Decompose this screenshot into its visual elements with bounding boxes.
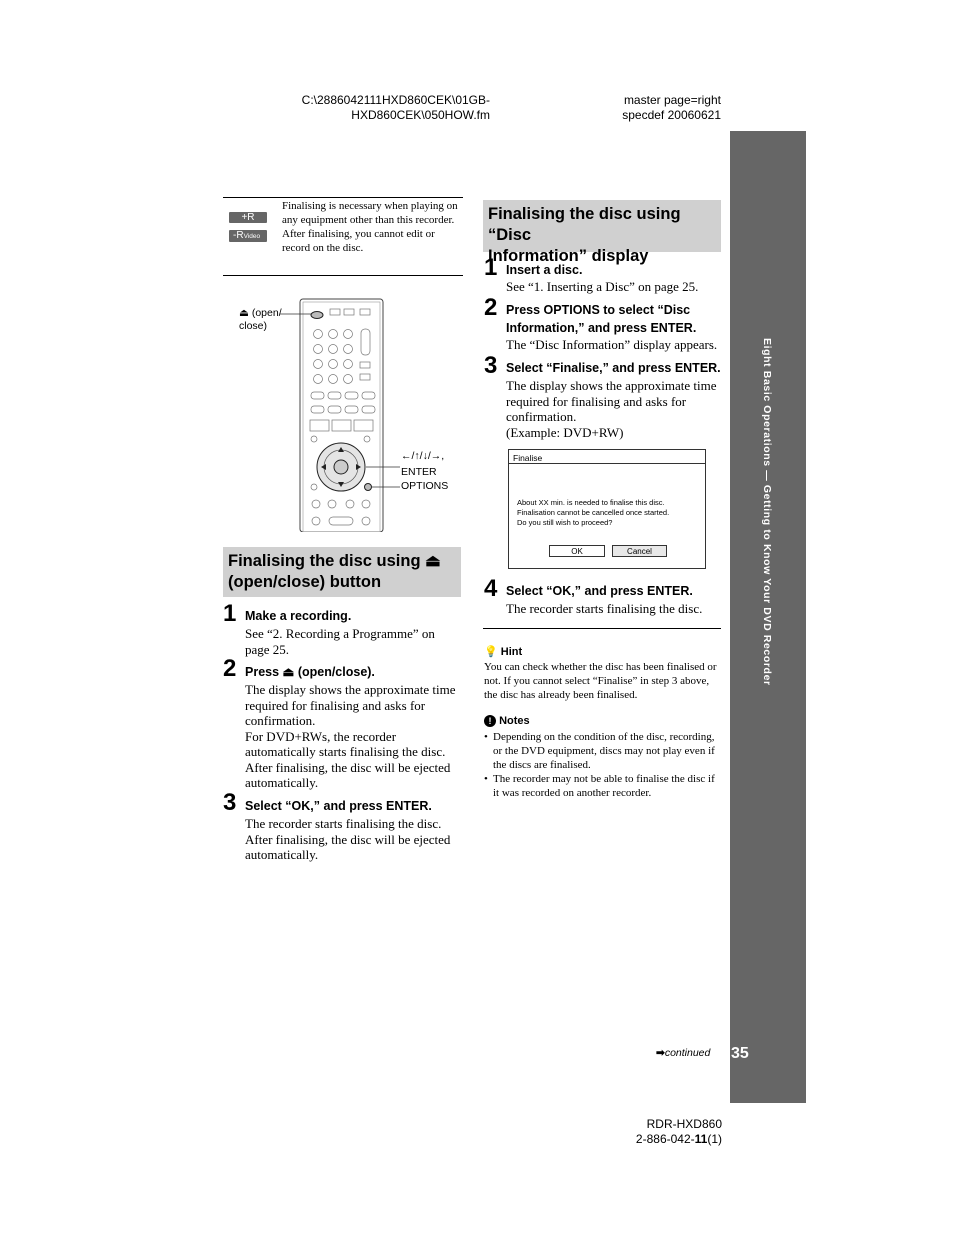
- master-info-line2: specdef 20060621: [622, 108, 721, 122]
- finalise-dialog: [508, 449, 706, 569]
- right-section-heading: Finalising the disc using “Disc Information” display: [483, 200, 721, 252]
- left-section-heading: Finalising the disc using ⏏ (open/close) button: [223, 547, 461, 597]
- eject-button-icon: [311, 312, 323, 319]
- dialog-ok-button[interactable]: OK: [549, 545, 605, 557]
- remote-label-options: OPTIONS: [401, 480, 449, 492]
- right-step-3-title: Select “Finalise,” and press ENTER.: [506, 361, 721, 375]
- dialog-cancel-button[interactable]: Cancel: [612, 545, 667, 557]
- dialog-message: About XX min. is needed to finalise this disc. Finalisation cannot be cancelled once started. Do you still wish to proceed?: [517, 498, 670, 527]
- right-step-2-number: 2: [484, 294, 498, 321]
- table-bottom-rule: [223, 275, 463, 276]
- left-step-3-body: The recorder starts finalising the disc. After finalising, the disc will be ejected automatically.: [245, 816, 451, 862]
- left-step-3-number: 3: [223, 789, 237, 816]
- continued-note: [656, 1047, 710, 1059]
- list-item: • The recorder may not be able to finalise the disc if it was recorded on another recorder.: [484, 772, 722, 800]
- left-step-1-number: 1: [223, 600, 237, 627]
- lightbulb-icon: 💡: [484, 646, 498, 658]
- right-step-2-body: The “Disc Information” display appears.: [506, 337, 718, 352]
- notes-list: [484, 730, 722, 800]
- list-item: • Depending on the condition of the disc, recording, or the DVD equipment, discs may not play even if the discs are finalised.: [484, 730, 722, 772]
- right-step-3-body: The display shows the approximate time required for finalising and asks for confirmation. (Example: DVD+RW): [506, 378, 717, 440]
- badge-minus-r-video: -RVideo: [229, 230, 267, 242]
- master-info-line1: master page=right: [623, 93, 721, 107]
- left-step-2-number: 2: [223, 655, 237, 682]
- remote-label-open-close: ⏏ (open/ close): [239, 307, 282, 332]
- options-button-icon: [365, 484, 372, 491]
- left-step-3-title: Select “OK,” and press ENTER.: [245, 799, 432, 813]
- right-step-1-body: See “1. Inserting a Disc” on page 25.: [506, 279, 699, 294]
- remote-control-illustration: [280, 296, 400, 532]
- hint-heading: 💡 Hint: [484, 646, 523, 658]
- right-step-4-number: 4: [484, 575, 498, 602]
- left-step-2-title: Press ⏏ (open/close).: [245, 665, 375, 679]
- left-step-2-body: The display shows the approximate time required for finalising and asks for confirmation. For DVD+RWs, the recorder automatically starts finalising the disc. After finalising, the disc will be ejected automatically.: [245, 682, 456, 790]
- notes-heading: ! Notes: [484, 715, 530, 727]
- notes-icon: !: [484, 715, 496, 727]
- disc-table-text1: Finalising is necessary when playing on any equipment other than this recorder.: [282, 200, 458, 226]
- page-number: 35: [731, 1045, 749, 1062]
- table-top-rule: [223, 197, 463, 198]
- hint-text: You can check whether the disc has been finalised or not. If you cannot select “Finalise” in step 3 above, the disc has already been finalised.: [484, 661, 717, 701]
- disc-table-text: [282, 199, 462, 255]
- master-info: [560, 93, 721, 123]
- left-step-1-title: Make a recording.: [245, 609, 352, 623]
- file-path: [290, 93, 490, 123]
- hint-divider: [483, 628, 721, 629]
- right-step-4-body: The recorder starts finalising the disc.: [506, 601, 703, 616]
- right-step-4-title: Select “OK,” and press ENTER.: [506, 584, 693, 598]
- disc-badges: [229, 207, 269, 243]
- enter-button-icon: [334, 460, 348, 474]
- file-path-line1: C:\2886042111HXD860CEK\01GB-: [301, 93, 490, 107]
- disc-table-text2: After finalising, you cannot edit or record on the disc.: [282, 228, 435, 254]
- left-step-1-body: See “2. Recording a Programme” on page 25.: [245, 626, 435, 657]
- file-path-line2: HXD860CEK\050HOW.fm: [351, 108, 490, 122]
- arrow-right-icon: ➡: [656, 1047, 665, 1059]
- continued-label: continued: [664, 1047, 711, 1059]
- remote-label-arrows: ←/↑/↓/→, ENTER: [401, 450, 445, 478]
- dialog-title: Finalise: [509, 450, 705, 464]
- right-step-1-title: Insert a disc.: [506, 263, 583, 277]
- badge-plus-r: +R: [229, 212, 267, 223]
- chapter-title-vertical: Eight Basic Operations — Getting to Know Your DVD Recorder: [761, 338, 773, 686]
- document-code: 2-886-042-11(1): [635, 1132, 722, 1146]
- right-step-2-title: Press OPTIONS to select “Disc Information,” and press ENTER.: [506, 303, 697, 335]
- right-step-1-number: 1: [484, 254, 498, 281]
- footer-model: [560, 1117, 722, 1147]
- right-step-3-number: 3: [484, 352, 498, 379]
- model-name: RDR-HXD860: [646, 1117, 722, 1131]
